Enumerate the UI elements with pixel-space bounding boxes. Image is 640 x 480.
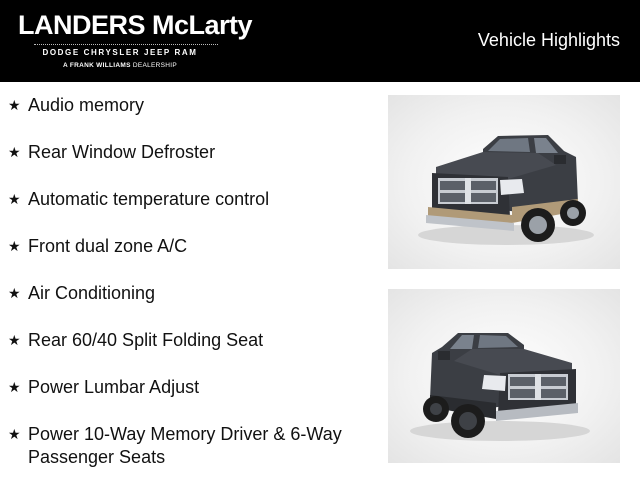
page-header xyxy=(0,0,640,82)
feature-item xyxy=(8,376,368,399)
truck-image xyxy=(388,289,620,463)
dealer-logo[interactable] xyxy=(14,9,253,73)
feature-text: Automatic temperature control xyxy=(28,189,270,209)
feature-item xyxy=(8,141,368,164)
page-title: Vehicle Highlights xyxy=(477,30,620,50)
feature-item xyxy=(8,235,368,258)
feature-item xyxy=(8,282,368,305)
feature-text: Power Lumbar Adjust xyxy=(28,377,200,397)
star-icon: ★ xyxy=(8,379,21,395)
feature-text: Rear 60/40 Split Folding Seat xyxy=(28,330,264,350)
vehicle-photo-side[interactable] xyxy=(388,289,620,463)
feature-text: Air Conditioning xyxy=(28,283,156,303)
feature-item xyxy=(8,94,368,117)
truck-image xyxy=(388,95,620,269)
feature-item xyxy=(8,423,368,469)
star-icon: ★ xyxy=(8,285,21,301)
logo-tagline-rest: DEALERSHIP xyxy=(130,62,178,69)
star-icon: ★ xyxy=(8,238,21,254)
star-icon: ★ xyxy=(8,144,21,160)
feature-text: Front dual zone A/C xyxy=(28,236,188,256)
feature-item xyxy=(8,188,368,211)
star-icon: ★ xyxy=(8,332,21,348)
feature-item xyxy=(8,329,368,352)
feature-text: Rear Window Defroster xyxy=(28,142,216,162)
star-icon: ★ xyxy=(8,191,21,207)
feature-text: Power 10-Way Memory Driver & 6-Way Passenger Seats xyxy=(28,424,342,467)
logo-tagline xyxy=(14,62,226,69)
star-icon: ★ xyxy=(8,97,21,113)
logo-brands: DODGE CHRYSLER JEEP RAM xyxy=(42,48,198,57)
star-icon: ★ xyxy=(8,426,21,442)
feature-text: Audio memory xyxy=(28,95,145,115)
logo-divider xyxy=(34,44,218,45)
vehicle-photo-front[interactable] xyxy=(388,95,620,269)
logo-wordmark: LANDERS McLarty xyxy=(18,10,253,40)
logo-tagline-bold: A FRANK WILLIAMS xyxy=(62,62,131,69)
